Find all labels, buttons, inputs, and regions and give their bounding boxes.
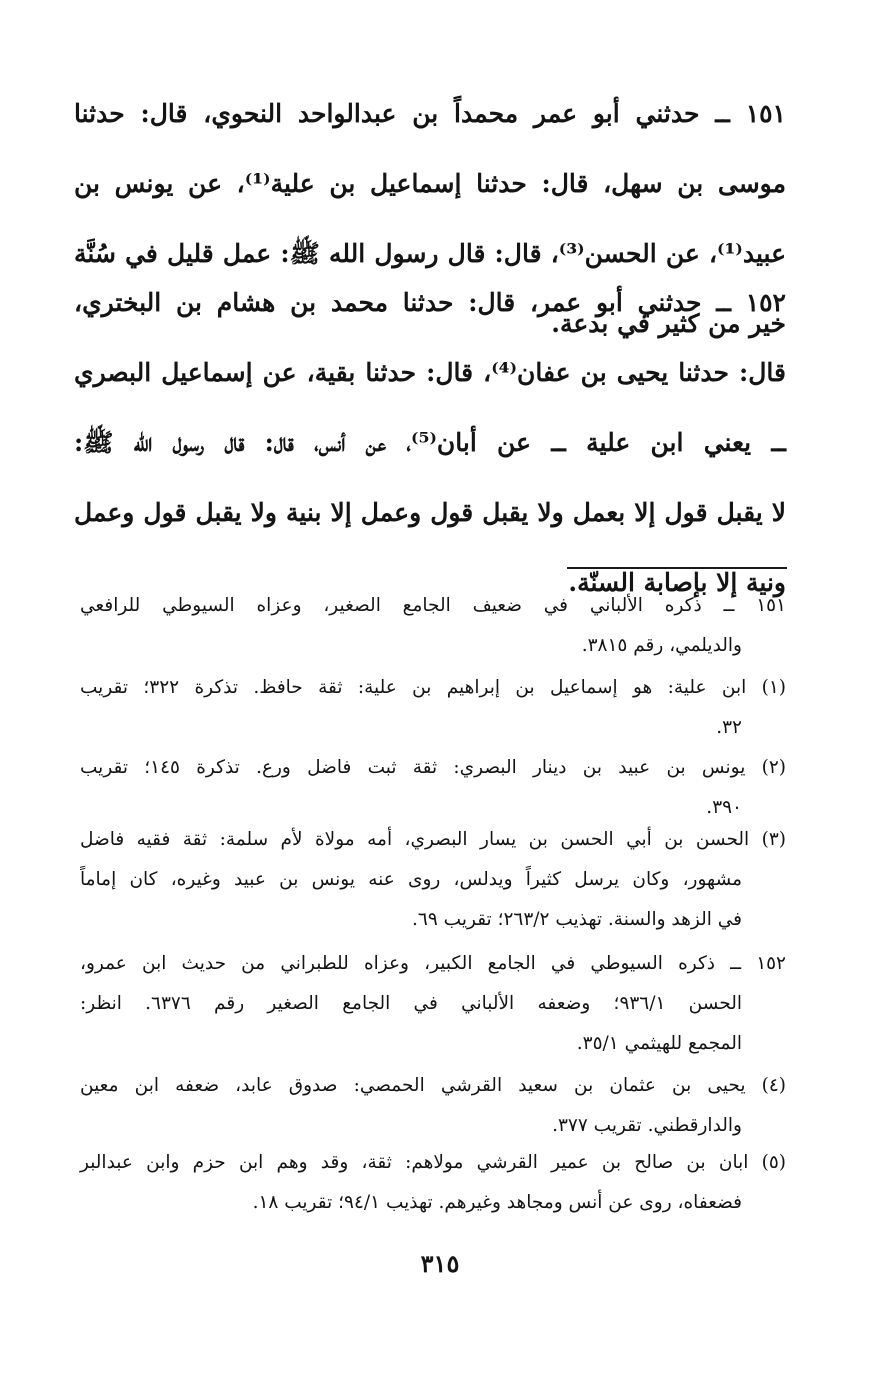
footnote-line: ٣٢. (716, 717, 742, 738)
footnote-1 (80, 668, 786, 748)
footnote-4 (80, 1066, 786, 1146)
footnote-divider (567, 567, 787, 569)
footnote-151 (80, 586, 786, 666)
footnote-line: ٣٩٠. (706, 797, 742, 818)
hadith-line: خير من كثير في بدعة. (551, 309, 786, 338)
footnote-line: ١٥٢ ــ ذكره السيوطي في الجامع الكبير، وعزاه للطبراني من حديث ابن عمرو، (80, 953, 786, 974)
hadith-line: قال: حدثنا يحيى بن عفان⁽⁴⁾، قال: حدثنا بقية، عن إسماعيل البصري (74, 358, 786, 387)
footnote-5 (80, 1143, 786, 1223)
footnote-line: المجمع للهيثمي ٣٥/١. (576, 1033, 742, 1054)
footnote-line: فضعفاه، روى عن أنس ومجاهد وغيرهم. تهذيب ٩٤/١؛ تقريب ١٨. (252, 1192, 742, 1213)
footnote-3 (80, 820, 786, 940)
hadith-line: ١٥١ ــ حدثني أبو عمر محمداً بن عبدالواحد النحوي، قال: حدثنا (74, 99, 786, 128)
footnote-line: (٢) يونس بن عبيد بن دينار البصري: ثقة ثبت فاضل ورع. تذكرة ١٤٥؛ تقريب (80, 757, 786, 778)
footnote-line: ١٥١ ــ ذكره الألباني في ضعيف الجامع الصغير، وعزاه السيوطي للرافعي (80, 595, 786, 616)
hadith-line: ــ يعني ابن علية ــ عن أبان⁽⁵⁾، عن أنس، قال: قال رسول الله ﷺ: (74, 428, 786, 457)
footnote-line: (٣) الحسن بن أبي الحسن بن يسار البصري، أمه مولاة لأم سلمة: ثقة فقيه فاضل (80, 829, 786, 850)
hadith-152-paragraph (74, 268, 786, 618)
footnote-line: مشهور، وكان يرسل كثيراً ويدلس، روى عنه يونس بن عبيد وغيره، كان إماماً (80, 869, 742, 890)
hadith-line: عبيد⁽¹⁾، عن الحسن⁽³⁾، قال: قال رسول الله ﷺ: عمل قليل في سُنَّة (74, 239, 786, 268)
footnote-line: والديلمي، رقم ٣٨١٥. (581, 635, 742, 656)
hadith-line: ونية إلا بإصابة السنّة. (568, 568, 786, 597)
footnote-line: (١) ابن علية: هو إسماعيل بن إبراهيم بن علية: ثقة حافظ. تذكرة ٣٢٢؛ تقريب (80, 677, 787, 698)
page-number: ٣١٥ (420, 1249, 460, 1278)
footnote-line: والدارقطني. تقريب ٣٧٧. (552, 1115, 742, 1136)
footnote-2 (80, 748, 786, 828)
hadith-line: موسى بن سهل، قال: حدثنا إسماعيل بن علية⁽¹⁾، عن يونس بن (74, 169, 786, 198)
footnote-line: (٥) ابان بن صالح بن عمير القرشي مولاهم: ثقة، وقد وهم ابن حزم وابن عبدالبر (80, 1152, 786, 1173)
footnote-line: الحسن ٩٣٦/١؛ وضعفه الألباني في الجامع الصغير رقم ٦٣٧٦. انظر: (80, 993, 742, 1014)
footnote-152 (80, 944, 786, 1064)
footnote-line: في الزهد والسنة. تهذيب ٢٦٣/٢؛ تقريب ٦٩. (412, 909, 742, 930)
footnote-line: (٤) يحيى بن عثمان بن سعيد القرشي الحمصي: صدوق عابد، ضعفه ابن معين (80, 1075, 786, 1096)
hadith-line: لا يقبل قول إلا بعمل ولا يقبل قول وعمل إلا بنية ولا يقبل قول وعمل (74, 498, 786, 527)
hadith-line: ١٥٢ ــ حدثني أبو عمر، قال: حدثنا محمد بن هشام بن البختري، (74, 288, 786, 317)
